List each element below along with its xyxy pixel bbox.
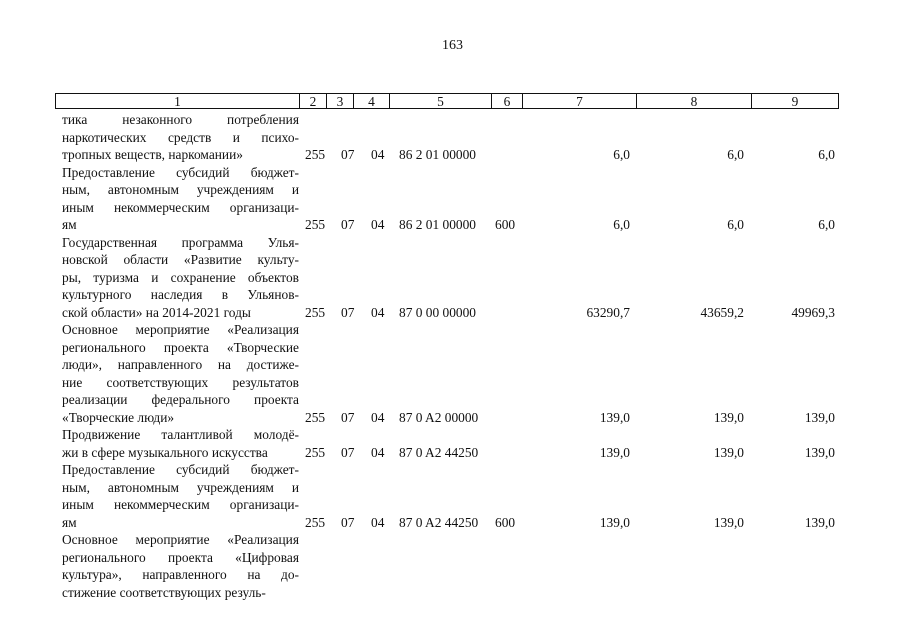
cell-c8: 6,0 (727, 147, 744, 162)
description-line: регионального проекта «Цифровая (62, 549, 299, 565)
cell-c9: 49969,3 (791, 304, 835, 320)
description-line: Предоставление субсидий бюджет- (62, 462, 299, 477)
table-row (0, 531, 905, 601)
cell-c4: 04 (371, 147, 385, 162)
description-line: ным, автономным учреждениям и (62, 182, 299, 197)
description-line: ние соответствующих результатов (62, 374, 299, 390)
description-line: стижение соответствующих резуль- (62, 584, 266, 600)
header-cell-3: 3 (327, 93, 354, 109)
cell-c2: 255 (305, 217, 326, 232)
header-cell-5: 5 (390, 93, 492, 109)
description-line: наркотических средств и психо- (62, 129, 299, 145)
cell-c8: 6,0 (727, 217, 744, 232)
cell-c7: 63290,7 (586, 304, 630, 320)
description-line: Основное мероприятие «Реализация (62, 532, 299, 547)
description-line: Основное мероприятие «Реализация (62, 322, 299, 337)
row-description (62, 234, 299, 322)
description-line: ям (62, 514, 77, 530)
cell-c3: 07 (341, 147, 355, 162)
table-header-row (55, 93, 839, 110)
table-row (0, 164, 905, 234)
cell-c8: 139,0 (713, 514, 744, 530)
row-description (62, 111, 299, 164)
header-cell-8: 8 (637, 93, 752, 109)
cell-c4: 04 (371, 304, 385, 320)
cell-c9: 6,0 (818, 147, 835, 162)
description-line: новской области «Развитие культу- (62, 252, 299, 267)
cell-c4: 04 (371, 514, 385, 530)
cell-c9: 139,0 (804, 514, 835, 530)
header-cell-2: 2 (300, 93, 327, 109)
cell-c5: 86 2 01 00000 (399, 217, 476, 232)
cell-c3: 07 (341, 514, 355, 530)
description-line: иным некоммерческим организаци- (62, 199, 299, 215)
cell-c7: 6,0 (613, 147, 630, 162)
description-line: Продвижение талантливой молодё- (62, 427, 299, 442)
cell-c5: 87 0 A2 00000 (399, 409, 479, 425)
page-number: 163 (442, 38, 463, 53)
table-row (0, 111, 905, 164)
header-cell-6: 6 (492, 93, 523, 109)
description-line: люди», направленного на достиже- (62, 357, 299, 372)
header-cell-9: 9 (752, 93, 839, 109)
cell-c5: 87 0 A2 44250 (399, 444, 479, 460)
cell-c7: 139,0 (599, 444, 630, 460)
cell-c5: 87 0 00 00000 (399, 304, 476, 320)
header-cell-7: 7 (523, 93, 637, 109)
cell-c8: 43659,2 (700, 304, 744, 320)
cell-c3: 07 (341, 444, 355, 460)
cell-c7: 139,0 (599, 514, 630, 530)
description-line: Государственная программа Улья- (62, 234, 299, 250)
cell-c5: 87 0 A2 44250 (399, 514, 479, 530)
row-description (62, 321, 299, 426)
cell-c2: 255 (305, 444, 326, 460)
description-line: ры, туризма и сохранение объектов (62, 269, 299, 285)
description-line: культурного наследия в Ульянов- (62, 287, 299, 302)
cell-c4: 04 (371, 217, 385, 232)
description-line: ям (62, 217, 77, 232)
row-description (62, 531, 299, 601)
cell-c2: 255 (305, 514, 326, 530)
description-line: тропных веществ, наркомании» (62, 147, 243, 162)
cell-c2: 255 (305, 304, 326, 320)
description-line: Предоставление субсидий бюджет- (62, 164, 299, 180)
table-row (0, 234, 905, 322)
cell-c3: 07 (341, 304, 355, 320)
cell-c9: 6,0 (818, 217, 835, 232)
table-row (0, 461, 905, 531)
description-line: культура», направленного на до- (62, 567, 299, 582)
header-cell-1: 1 (55, 93, 300, 109)
header-cell-4: 4 (354, 93, 390, 109)
cell-c7: 6,0 (613, 217, 630, 232)
description-line: тика незаконного потребления (62, 112, 299, 127)
description-line: регионального проекта «Творческие (62, 339, 299, 355)
row-description (62, 461, 299, 531)
row-description (62, 164, 299, 234)
description-line: реализации федерального проекта (62, 392, 299, 407)
description-line: жи в сфере музыкального искусства (62, 444, 268, 460)
cell-c2: 255 (305, 147, 326, 162)
cell-c2: 255 (305, 409, 326, 425)
cell-c9: 139,0 (804, 409, 835, 425)
cell-c8: 139,0 (713, 444, 744, 460)
table-row (0, 321, 905, 426)
cell-c3: 07 (341, 409, 355, 425)
cell-c6: 600 (495, 217, 516, 232)
cell-c3: 07 (341, 217, 355, 232)
cell-c7: 139,0 (599, 409, 630, 425)
row-description (62, 426, 299, 461)
cell-c6: 600 (495, 514, 516, 530)
cell-c9: 139,0 (804, 444, 835, 460)
description-line: «Творческие люди» (62, 409, 175, 425)
description-line: ской области» на 2014-2021 годы (62, 304, 251, 320)
table-row (0, 426, 905, 461)
cell-c4: 04 (371, 409, 385, 425)
cell-c5: 86 2 01 00000 (399, 147, 476, 162)
cell-c4: 04 (371, 444, 385, 460)
cell-c8: 139,0 (713, 409, 744, 425)
description-line: ным, автономным учреждениям и (62, 479, 299, 495)
description-line: иным некоммерческим организаци- (62, 497, 299, 512)
